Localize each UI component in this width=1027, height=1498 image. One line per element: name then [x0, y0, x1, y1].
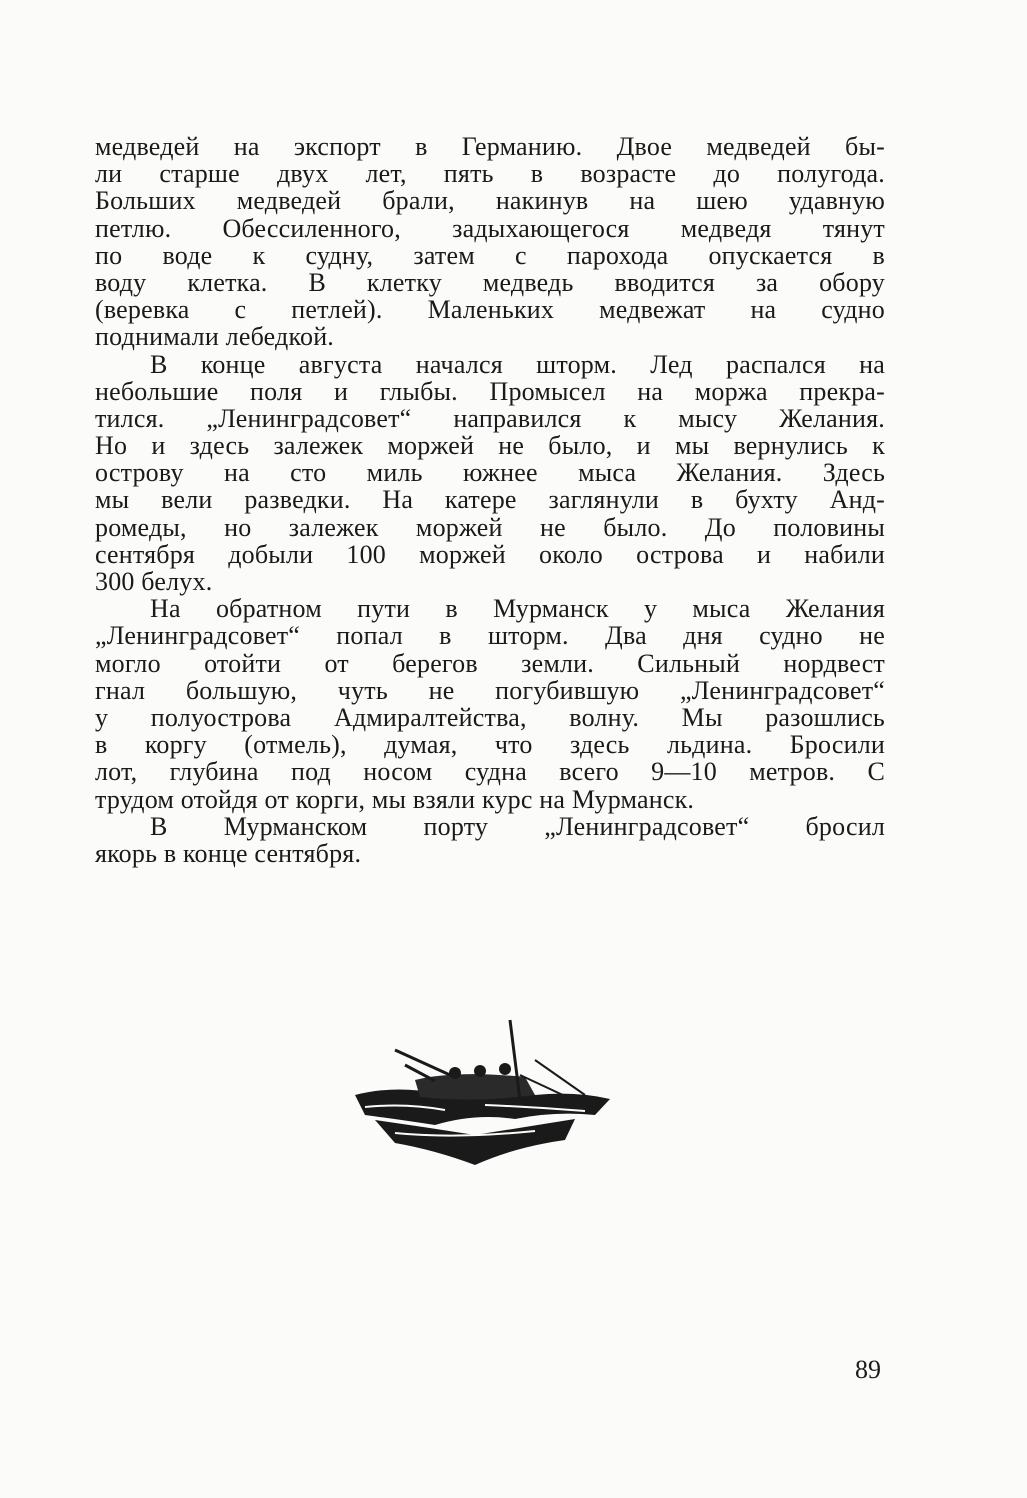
boat-in-waves-illustration	[335, 1015, 620, 1175]
text-line: тился. „Ленинградсовет“ направился к мысу Желания.	[95, 403, 885, 433]
text-line: воду клетка. В клетку медведь вводится за обору	[95, 267, 885, 297]
text-line: 300 белух.	[95, 567, 213, 596]
text-line: На обратном пути в Мурманск у мыса Желания	[150, 594, 885, 624]
text-line: Больших медведей брали, накинув на шею удавную	[95, 186, 885, 216]
text-line: В Мурманском порту „Ленинградсовет“ бросил	[150, 811, 885, 841]
text-line: ромеды, но залежек моржей не было. До половины	[95, 512, 885, 542]
text-line: трудом отойдя от корги, мы взяли курс на Мурманск.	[95, 784, 695, 814]
text-line: сентября добыли 100 моржей около острова и набили	[95, 539, 885, 569]
text-line: Но и здесь залежек моржей не было, и мы вернулись к	[95, 431, 885, 461]
text-line: в коргу (отмель), думая, что здесь льдина. Бросили	[95, 730, 885, 760]
text-line: гнал большую, чуть не погубившую „Ленинградсовет“	[95, 675, 885, 705]
text-line: медведей на экспорт в Германию. Двое медведей бы-	[95, 132, 885, 161]
text-line: небольшие поля и глыбы. Промысел на моржа прекра-	[95, 376, 885, 406]
page-number: 89	[855, 1355, 881, 1384]
text-line: поднимали лебедкой.	[95, 322, 335, 352]
text-line: могло отойти от берегов земли. Сильный нордвест	[95, 648, 885, 678]
text-line: „Ленинградсовет“ попал в шторм. Два дня судно не	[95, 621, 885, 651]
text-line: мы вели разведки. На катере заглянули в бухту Анд-	[95, 485, 885, 515]
text-line: лот, глубина под носом судна всего 9—10 метров. С	[95, 757, 885, 787]
text-line: якорь в конце сентября.	[95, 838, 362, 868]
text-line: острову на сто миль южнее мыса Желания. Здесь	[95, 458, 885, 488]
text-line: по воде к судну, затем с парохода опускается в	[95, 240, 885, 270]
text-line: петлю. Обессиленного, задыхающегося медведя тянут	[95, 213, 885, 243]
text-line: (веревка с петлей). Маленьких медвежат на судно	[95, 295, 885, 325]
text-line: ли старше двух лет, пять в возрасте до полугода.	[95, 159, 885, 189]
text-line: у полуострова Адмиралтейства, волну. Мы разошлись	[95, 702, 885, 732]
text-line: В конце августа начался шторм. Лед распался на	[150, 349, 885, 379]
page-body-text	[95, 133, 885, 867]
